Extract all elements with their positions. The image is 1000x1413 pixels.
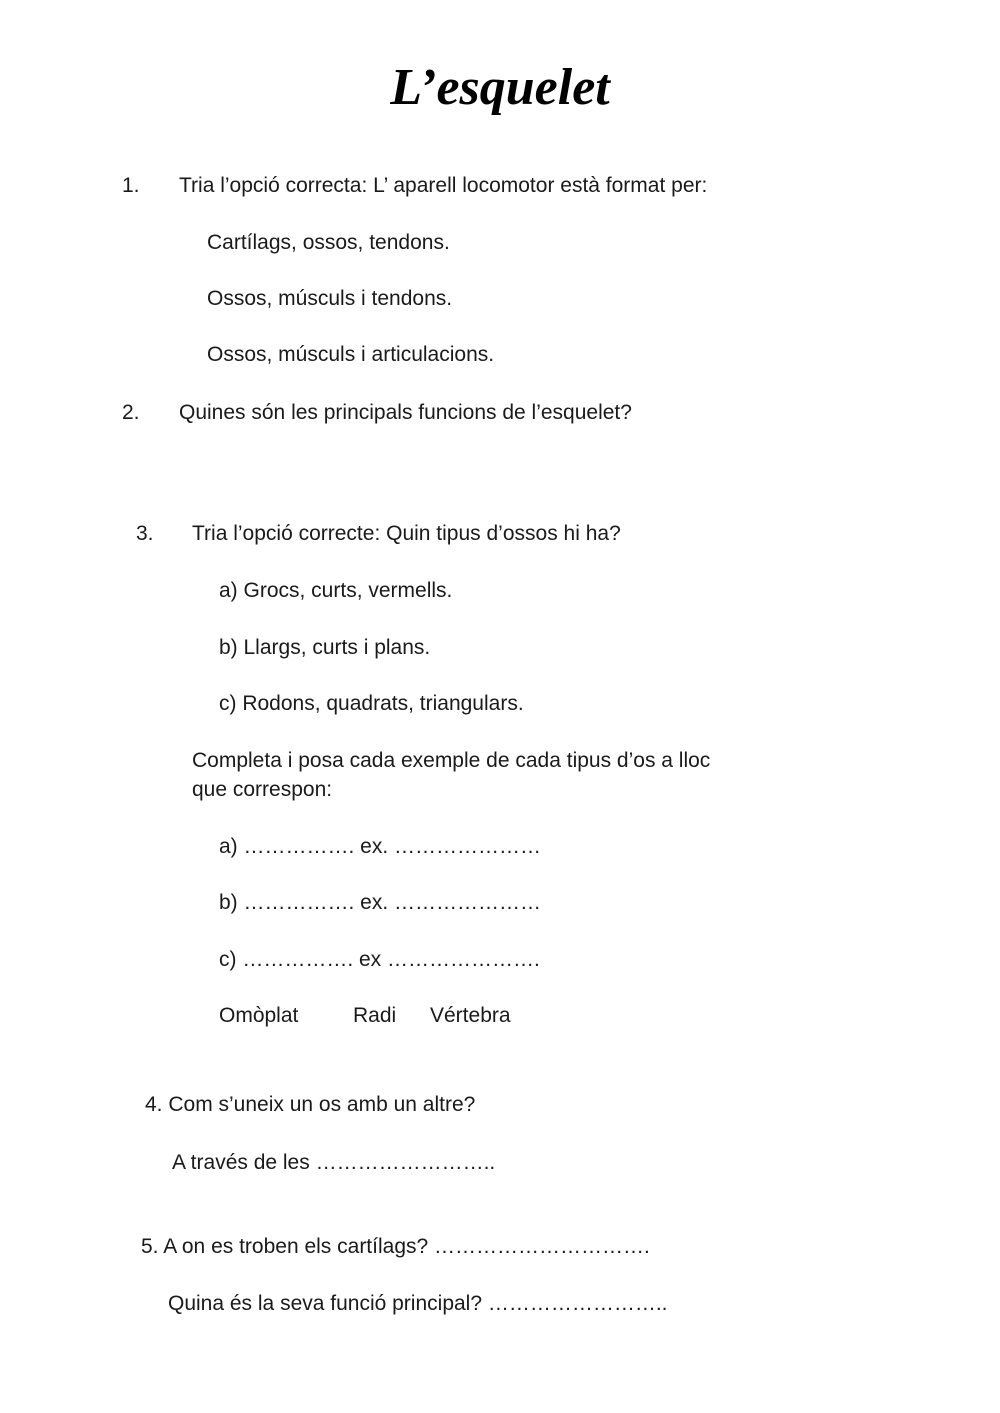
word-bank-item: Omòplat	[219, 1004, 299, 1027]
word-bank-item: Vértebra	[430, 1004, 511, 1027]
question-3-blank-b: b) ……………. ex. …………………	[219, 891, 542, 914]
question-2-text: Quines són les principals funcions de l’esquelet?	[179, 401, 632, 424]
question-3-blank-a: a) ……………. ex. …………………	[219, 835, 542, 858]
question-3-complete-instruction-line-2: que correspon:	[192, 778, 333, 801]
question-5-followup: Quina és la seva funció principal? ……………………..	[168, 1292, 668, 1315]
question-1-text: Tria l’opció correcta: L’ aparell locomotor està format per:	[179, 174, 708, 197]
question-1-option-1: Cartílags, ossos, tendons.	[207, 231, 450, 254]
question-1-option-2: Ossos, músculs i tendons.	[207, 287, 453, 310]
question-4-text: 4. Com s’uneix un os amb un altre?	[145, 1093, 476, 1116]
question-3-blank-c: c) ……………. ex ………………….	[219, 948, 540, 971]
question-2-number: 2.	[122, 401, 140, 424]
question-5-text: 5. A on es troben els cartílags? ………………………….	[141, 1235, 650, 1258]
page-title: L’esquelet	[390, 59, 610, 116]
question-3-option-a: a) Grocs, curts, vermells.	[219, 579, 453, 602]
question-4-answer-line: A través de les ……………………..	[172, 1151, 496, 1174]
question-3-text: Tria l’opció correcte: Quin tipus d’ossos hi ha?	[192, 522, 621, 545]
question-3-option-c: c) Rodons, quadrats, triangulars.	[219, 692, 524, 715]
question-3-number: 3.	[136, 522, 154, 545]
word-bank-item: Radi	[353, 1004, 397, 1027]
question-1-option-3: Ossos, músculs i articulacions.	[207, 343, 495, 366]
question-3-complete-instruction-line-1: Completa i posa cada exemple de cada tipus d’os a lloc	[192, 749, 711, 772]
question-1-number: 1.	[122, 174, 140, 197]
question-3-option-b: b) Llargs, curts i plans.	[219, 636, 431, 659]
